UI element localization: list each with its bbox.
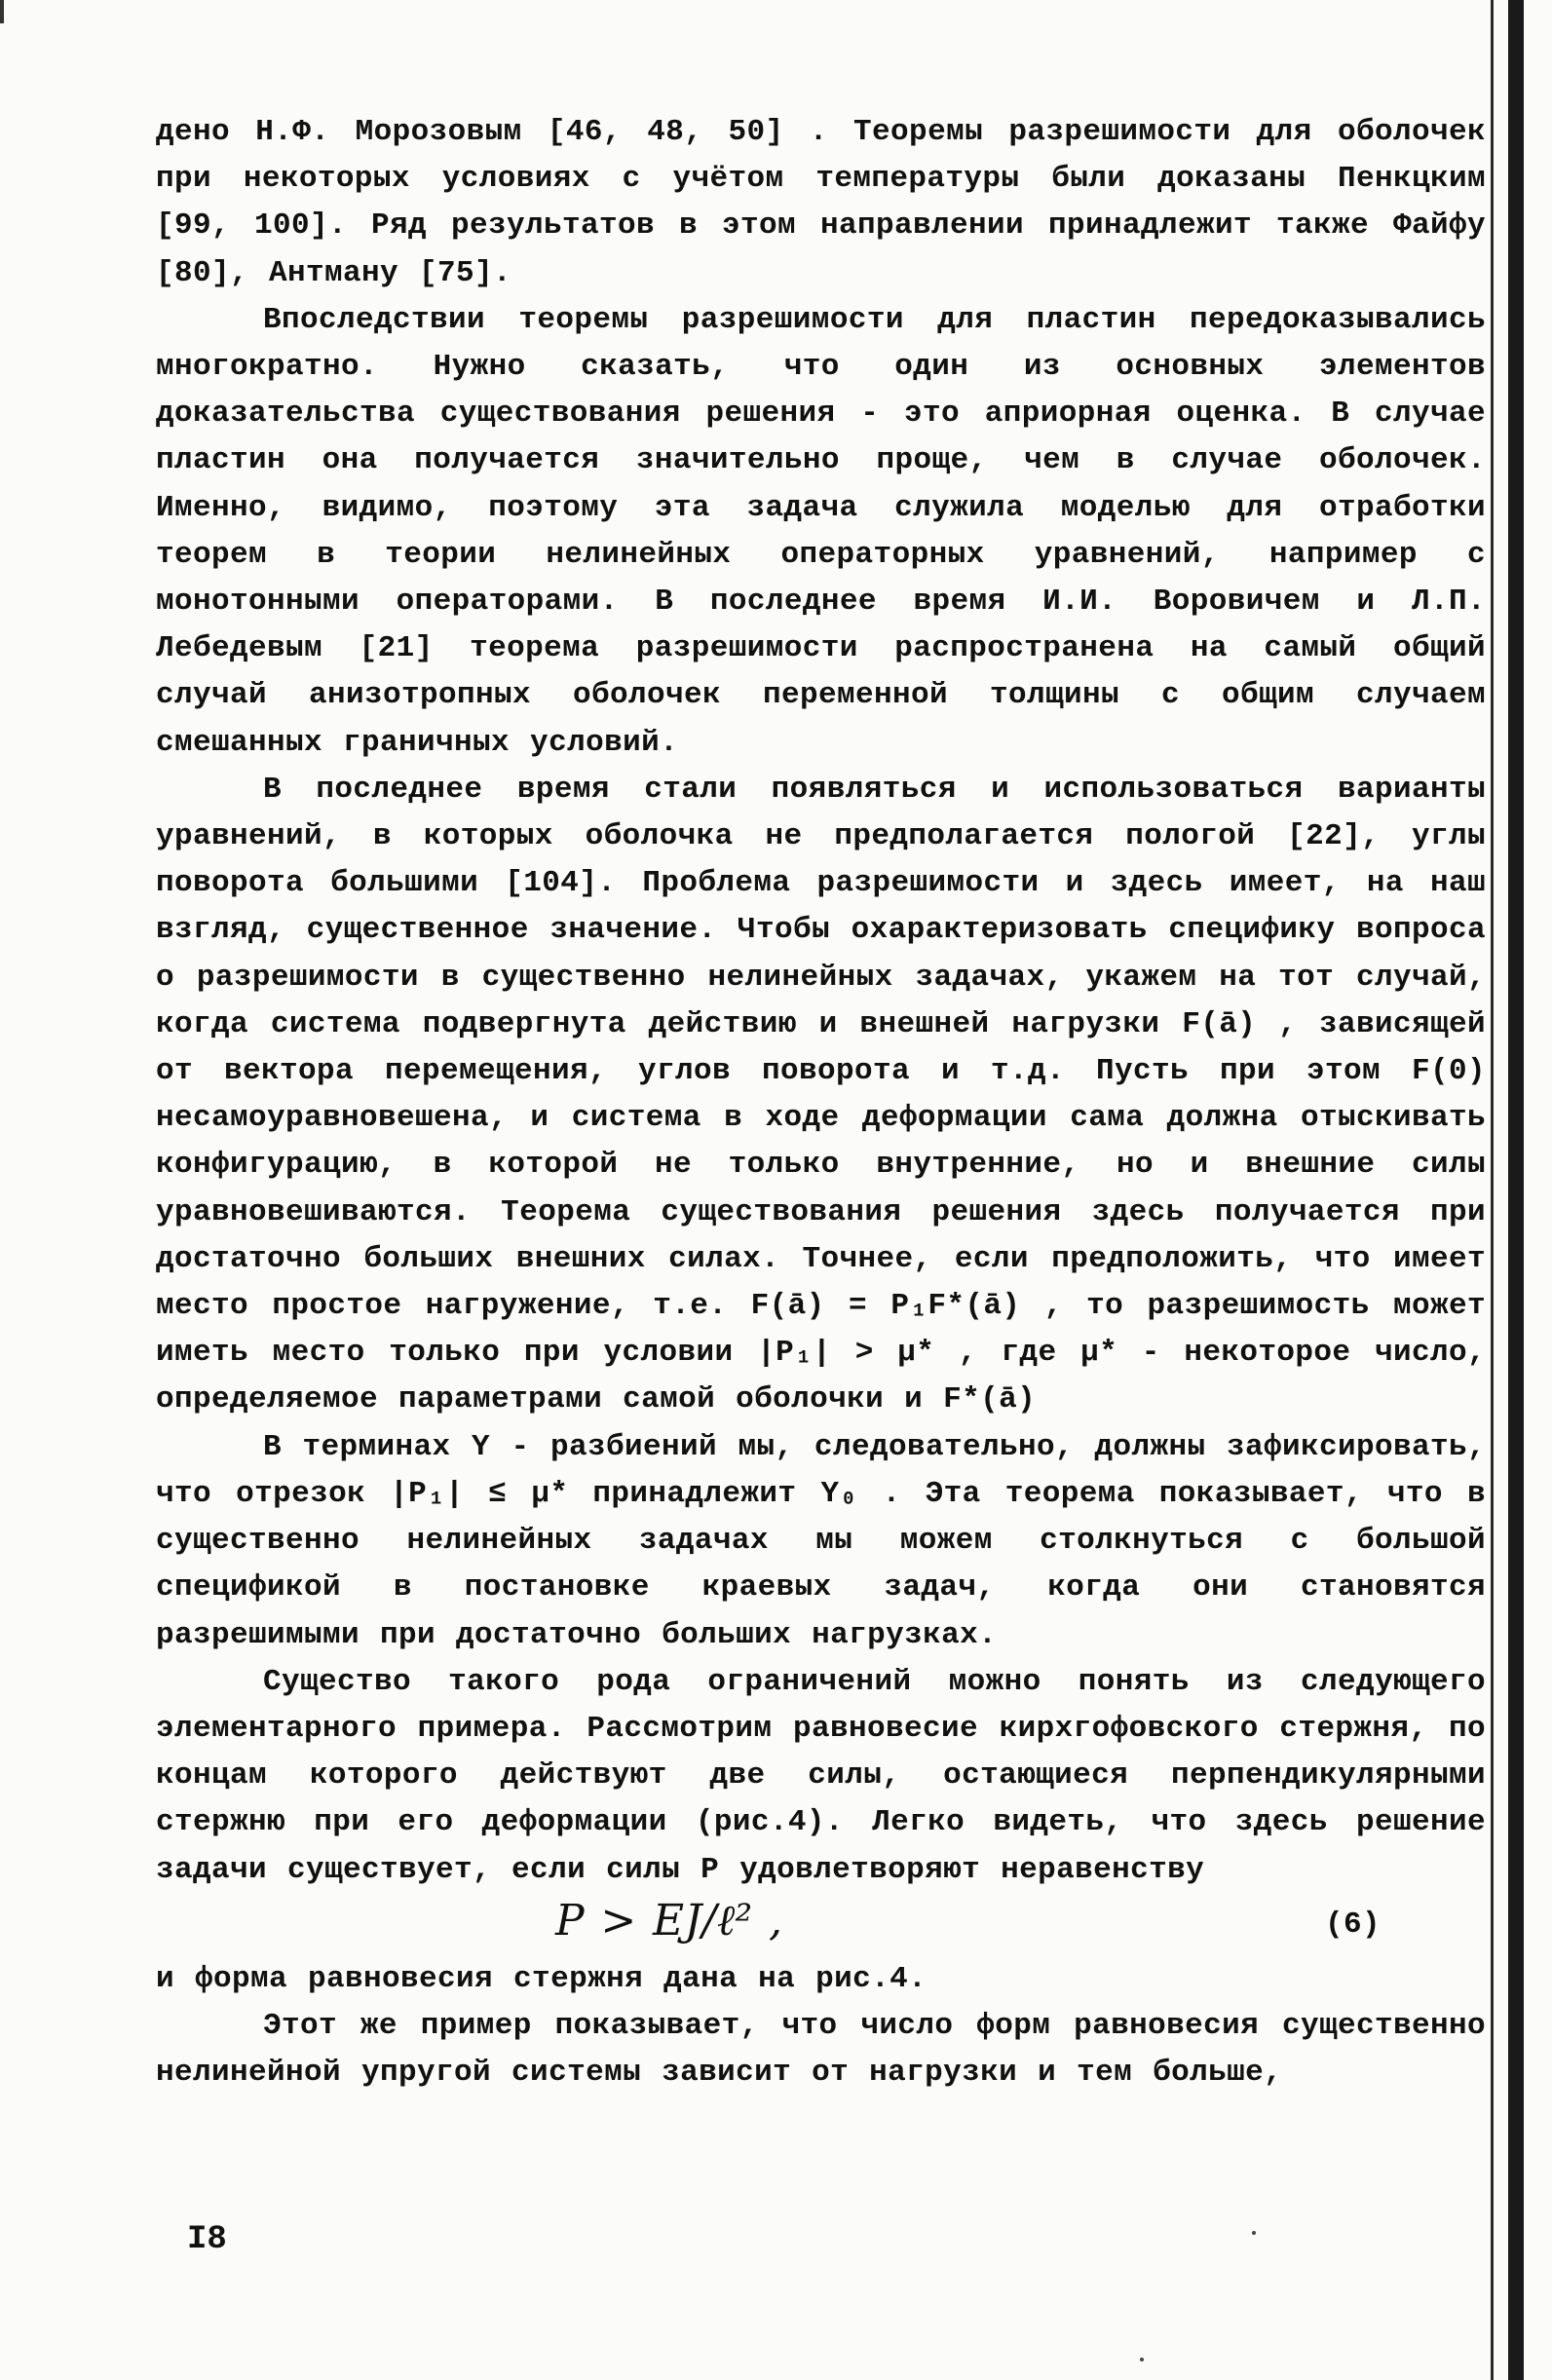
body-text — [156, 109, 1486, 2097]
page-edge-line — [1491, 0, 1494, 2380]
scan-speck — [1140, 2358, 1144, 2361]
equation-number: (6) — [1325, 1907, 1382, 1942]
page-number: I8 — [187, 2221, 227, 2258]
equation-6 — [156, 1895, 1486, 1952]
paragraph-2: Впоследствии теоремы разрешимости для пластин передоказывались многократно. Нужно сказать, что один из основных элементов доказательства существования решения - это априорная оценка. В случае пластин она получается значительно проще, чем в случае оболочек. Именно, видимо, поэтому эта задача служила моделью для отработки теорем в теории нелинейных операторных уравнений, например с монотонными операторами. В последнее время И.И. Воровичем и Л.П. Лебедевым [21] теорема разрешимости распространена на самый общий случай анизотропных оболочек переменной толщины с общим случаем смешанных граничных условий. — [156, 302, 1486, 760]
corner-scan-mark — [0, 0, 4, 23]
page-edge-shadow — [1508, 0, 1524, 2380]
paragraph-6: и форма равновесия стержня дана на рис.4. — [156, 1961, 927, 1996]
paragraph-3: В последнее время стали появляться и использоваться варианты уравнений, в которых оболочка не предполагается пологой [22], углы поворота большими [104]. Проблема разрешимости и здесь имеет, на наш взгляд, существенное значение. Чтобы охарактеризовать специфику вопроса о разрешимости в существенно нелинейных задачах, укажем на тот случай, когда система подвергнута действию и внешней нагрузки F(ā) , зависящей от вектора перемещения, углов поворота и т.д. Пусть при этом F(0) несамоуравновешена, и система в ходе деформации сама должна отыскивать конфигурацию, в которой не только внутренние, но и внешние силы уравновешиваются. Теорема существования решения здесь получается при достаточно больших внешних силах. Точнее, если предположить, что имеет место простое нагружение, т.е. F(ā) = P₁F*(ā) , то разрешимость может иметь место только при условии |P₁| > μ* , где μ* - некоторое число, определяемое параметрами самой оболочки и F*(ā) — [156, 772, 1486, 1417]
paragraph-7: Этот же пример показывает, что число форм равновесия существенно нелинейной упругой системы зависит от нагрузки и тем больше, — [156, 2008, 1486, 2091]
paragraph-1: дено Н.Ф. Морозовым [46, 48, 50] . Теоремы разрешимости для оболочек при некоторых условиях с учётом температуры были доказаны Пенкцким [99, 100]. Ряд результатов в этом направлении принадлежит также Файфу [80], Антману [75]. — [156, 115, 1486, 290]
paragraph-5: Существо такого рода ограничений можно понять из следующего элементарного примера. Рассмотрим равновесие кирхгофовского стержня, по концам которого действуют две силы, остающиеся перпендикулярными стержню при его деформации (рис.4). Легко видеть, что здесь решение задачи существует, если силы P удовлетворяют неравенству — [156, 1664, 1486, 1887]
scan-speck — [1252, 2231, 1256, 2235]
paragraph-4: В терминах Y - разбиений мы, следовательно, должны зафиксировать, что отрезок |P₁| ≤ μ* принадлежит Y₀ . Эта теорема показывает, что в существенно нелинейных задачах мы можем столкнуться с большой спецификой в постановке краевых задач, когда они становятся разрешимыми при достаточно больших нагрузках. — [156, 1429, 1486, 1652]
equation-expression: P > EJ/ℓ² , — [555, 1895, 783, 1946]
